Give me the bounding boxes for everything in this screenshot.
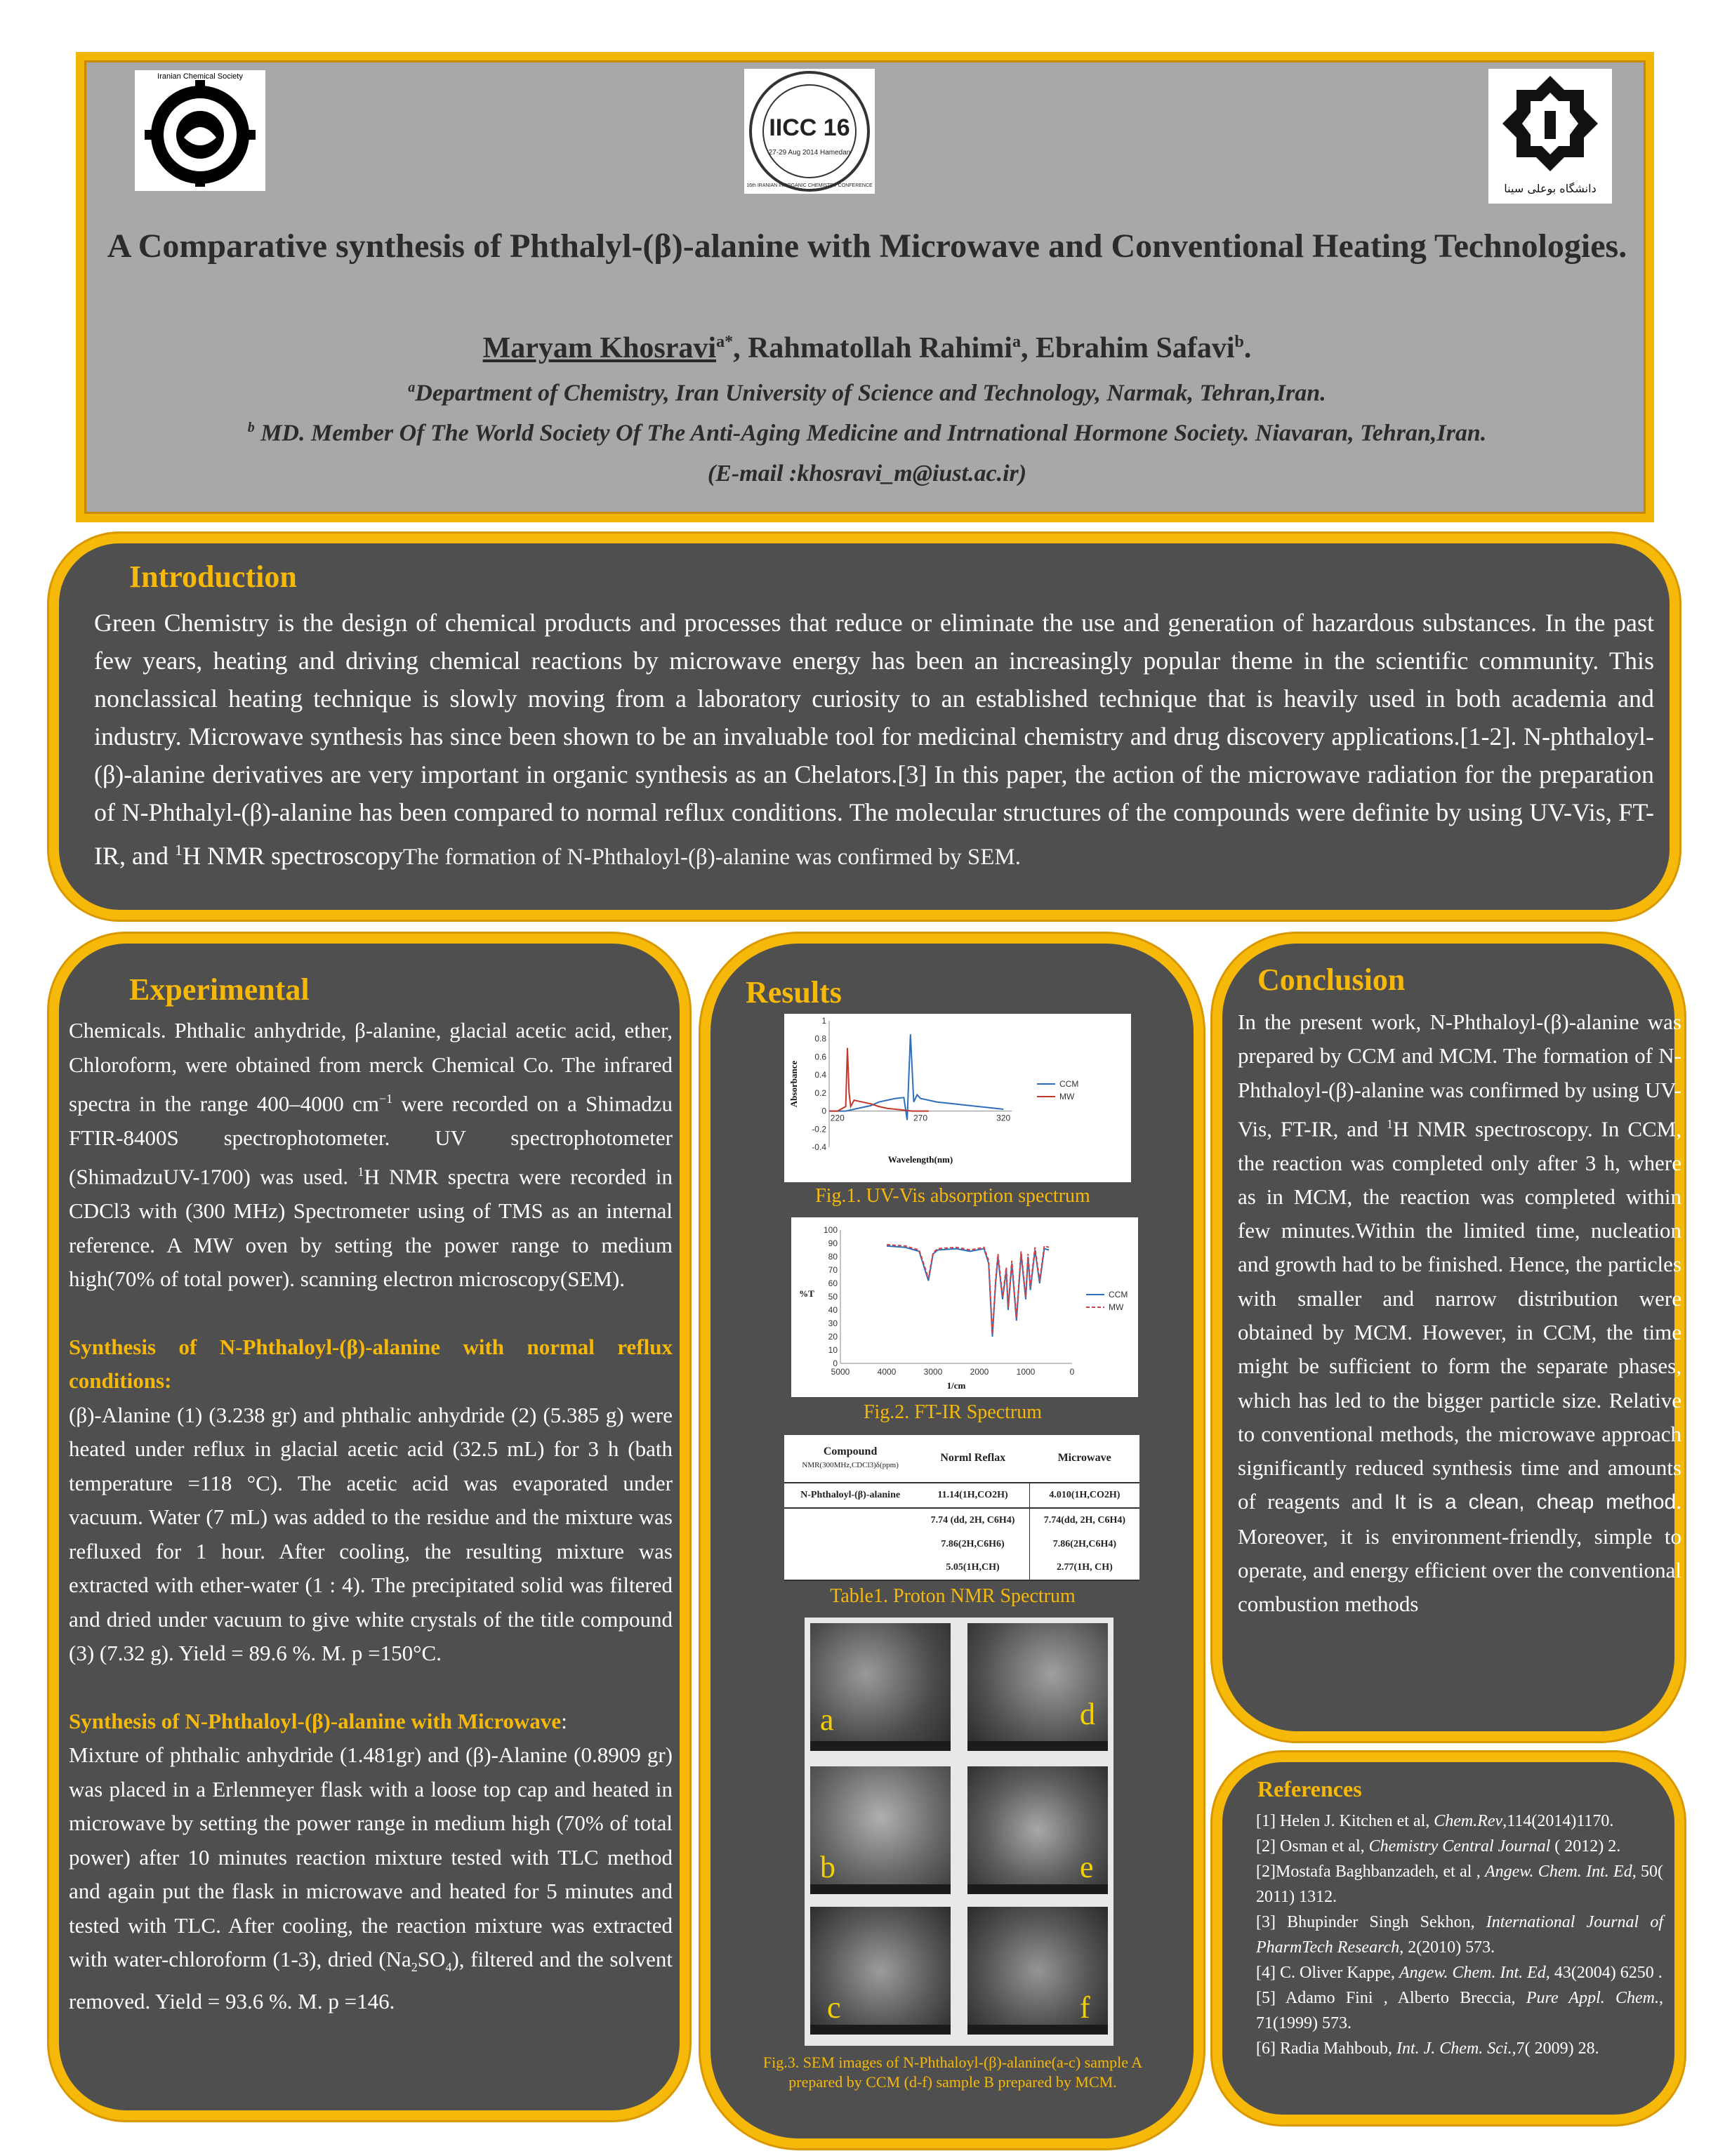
- table-cell: 7.74 (dd, 2H, C6H4): [916, 1508, 1029, 1533]
- table-cell: 5.05(1H,CH): [916, 1556, 1029, 1580]
- table-header-reflux: Norml Reflax: [916, 1435, 1029, 1483]
- introduction-text: Green Chemistry is the design of chemical products and processes that reduce or eliminate the use and generation of hazardous substances. In the past few years, heating and driving chemical reactions by microwave energy has been an increasingly popular theme in the scientific community. This nonclassical heating technique is slowly moving from a laboratory curiosity to an established technique that is heavily used in both academia and industry. Microwave synthesis has since been shown to be an invaluable tool for medicinal chemistry and drug discovery applications.[1-2]. N-phthaloyl-(β)-alanine derivatives are very important in organic synthesis as an Chelators.[3] In this paper, the action of the microwave radiation for the preparation of N-Phthalyl-(β)-alanine has been compared to normal reflux conditions. The molecular structures of the compounds were definite by using UV-Vis, FT-IR, and $^1$H NMR spectroscopyThe formation of N-Phthaloyl-(β)-alanine was confirmed by SEM.: [94, 609, 1654, 870]
- table1-caption: Table1. Proton NMR Spectrum: [830, 1585, 1076, 1607]
- author-list: Maryam Khosravi$^{a*}$, Rahmatollah Rahimi$^a$, Ebrahim Safavi$^b$.: [482, 332, 1252, 364]
- series-line-ccm: [829, 1034, 1003, 1120]
- reference-item: [2]Mostafa Baghbanzadeh, et al , Angew. Chem. Int. Ed, 50( 2011) 1312.: [1256, 1863, 1663, 1906]
- sem-image: [967, 1623, 1108, 1751]
- affiliation-a: $^a$Department of Chemistry, Iran University of Science and Technology, Narmak, Tehran,Iran.: [408, 380, 1326, 406]
- results-panel: [701, 934, 1203, 2148]
- author-name: Maryam Khosravi: [482, 332, 717, 364]
- y-tick-label: 0: [833, 1358, 838, 1368]
- nmr-table: [784, 1435, 1139, 1581]
- reference-item: [1] Helen J. Kitchen et al, Chem.Rev,114(2014)1170.: [1256, 1812, 1614, 1830]
- table-header-microwave: Microwave: [1029, 1435, 1139, 1483]
- author-sup: b: [1234, 333, 1244, 351]
- table-cell: 11.14(1H,CO2H): [916, 1483, 1029, 1508]
- fig1-caption: Fig.1. UV-Vis absorption spectrum: [815, 1185, 1090, 1207]
- sem-label: c: [827, 1990, 841, 2025]
- ftir-chart-svg: [791, 1217, 1138, 1397]
- reflux-subheading: Synthesis of N-Phthaloyl-(β)-alanine with normal reflux conditions:: [69, 1334, 673, 1394]
- series-line-mw: [887, 1245, 1049, 1334]
- author-name: Rahmatollah Rahimi: [748, 332, 1012, 364]
- x-tick-label: 270: [913, 1113, 928, 1123]
- reference-item: [3] Bhupinder Singh Sekhon, International Journal of PharmTech Research, 2(2010) 573.: [1256, 1913, 1663, 1957]
- sem-label: f: [1080, 1990, 1090, 2025]
- y-tick-label: 0.2: [814, 1087, 826, 1098]
- y-axis-label: %T: [799, 1288, 814, 1299]
- experimental-panel: [49, 934, 689, 2120]
- author-sup: a: [1012, 333, 1021, 351]
- sem-image: [810, 1907, 951, 2035]
- x-tick-label: 0: [1069, 1367, 1075, 1377]
- experimental-heading: Experimental: [129, 972, 310, 1007]
- y-tick-label: 1: [821, 1016, 826, 1026]
- results-heading: Results: [746, 975, 842, 1010]
- reference-list: [1256, 1808, 1663, 2061]
- contact-email[interactable]: (E-mail :khosravi_m@iust.ac.ir): [707, 461, 1027, 487]
- table-cell: 7.86(2H,C6H4): [1052, 1538, 1116, 1549]
- ftir-chart: [791, 1217, 1138, 1397]
- logo-right-text: دانشگاه بوعلی سینا: [1504, 182, 1597, 195]
- table-cell: N-Phthaloyl-(β)-alanine: [784, 1483, 916, 1508]
- conclusion-heading: Conclusion: [1257, 963, 1406, 997]
- y-tick-label: 0.6: [814, 1052, 826, 1062]
- iicc16-conference-logo: [744, 69, 875, 194]
- x-tick-label: 3000: [923, 1367, 943, 1377]
- y-tick-label: 0.8: [814, 1033, 826, 1044]
- logo-left-text: Iranian Chemical Society: [157, 72, 243, 81]
- sem-label: a: [820, 1702, 834, 1737]
- y-axis-label: Absorbance: [788, 1060, 799, 1108]
- experimental-text: [69, 1014, 673, 2018]
- microwave-paragraph: Synthesis of N-Phthaloyl-(β)-alanine with Microwave: Mixture of phthalic anhydride (1.481gr) and (β)-Alanine (0.8909 gr) was placed in a Erlenmeyer flask with a loose top cap and heated in microwave by setting the power range in medium high (70% of total power) after 10 minutes reaction mixture tested with TLC method and again put the flask in microwave and heated for 5 minutes and tested with TLC. After cooling, the reaction mixture was extracted with water-chloroform (1-3), dried $(Na_2SO_4)$, filtered and the solvent removed. Yield = 93.6 %. M. p =146.: [69, 1708, 673, 2013]
- reference-item: [5] Adamo Fini , Alberto Breccia, Pure Appl. Chem., 71(1999) 573.: [1256, 1989, 1663, 2032]
- uv-vis-chart: [784, 1014, 1131, 1182]
- iranian-chemical-society-logo: [135, 70, 265, 191]
- table-cell: 7.74(dd, 2H, C6H4): [1043, 1515, 1126, 1526]
- table-row: [784, 1533, 1139, 1556]
- sem-image: [967, 1907, 1108, 2035]
- y-tick-label: -0.4: [812, 1142, 826, 1152]
- reference-item: [4] C. Oliver Kappe, Angew. Chem. Int. Ed, 43(2004) 6250 .: [1256, 1964, 1663, 1982]
- y-tick-label: 90: [828, 1238, 838, 1248]
- bu-ali-sina-university-logo: [1488, 69, 1612, 204]
- legend-label: CCM: [1059, 1079, 1079, 1089]
- chemicals-paragraph: Chemicals. Phthalic anhydride, β-alanine, glacial acetic acid, ether, Chloroform, were obtained from merck Chemical Co. The infrared spectra in the range 400–4000 $cm^{-1}$ were recorded on a Shimadzu FTIR-8400S spectrophotometer. UV spectrophotometer (ShimadzuUV-1700) was used. $^1$H NMR spectra were recorded in CDCl3 with (300 MHz) Spectrometer using of TMS as an internal reference. A MW oven by setting the power range to medium high(70% of total power). scanning electron microscopy(SEM).: [69, 1018, 673, 1292]
- table-cell: 2.77(1H, CH): [1029, 1556, 1139, 1580]
- sem-image: [810, 1766, 951, 1894]
- conclusion-text: In the present work, N-Phthaloyl-(β)-alanine was prepared by CCM and MCM. The formation of N-Phthaloyl-(β)-alanine was confirmed by using UV-Vis, FT-IR, and $^1$H NMR spectroscopy. In CCM, the reaction was completed only after 3 h, where as in MCM, the reaction was completed within few minutes.Within the limited time, nucleation and growth had to be finished. Hence, the particles with smaller and narrow distribution were obtained by MCM. However, in CCM, the time might be sufficient to form the separate phases, which has led to the bigger particle size. Relative to conventional methods, the microwave approach significantly reduced synthesis time and amounts of reagents and It is a clean, cheap method. Moreover, it is environment-friendly, simple to operate, and energy efficient over the conventional combustion methods: [1238, 1010, 1681, 1617]
- x-tick-label: 320: [996, 1113, 1011, 1123]
- introduction-panel: [49, 534, 1679, 920]
- introduction-heading: Introduction: [129, 560, 297, 594]
- reference-item: [2] Osman et al, Chemistry Central Journal ( 2012) 2.: [1256, 1837, 1621, 1856]
- y-tick-label: 40: [828, 1305, 838, 1315]
- fig2-caption: Fig.2. FT-IR Spectrum: [863, 1401, 1043, 1423]
- y-tick-label: 10: [828, 1345, 838, 1355]
- x-tick-label: 5000: [831, 1367, 850, 1377]
- logo-center-title: IICC 16: [769, 114, 850, 141]
- table-row: [784, 1508, 1139, 1533]
- x-tick-label: 220: [830, 1113, 845, 1123]
- poster-title: A Comparative synthesis of Phthalyl-(β)-alanine with Microwave and Conventional Heating Technologies.: [107, 227, 1627, 265]
- x-tick-label: 2000: [970, 1367, 989, 1377]
- y-tick-label: 100: [823, 1225, 838, 1235]
- table-row: [784, 1556, 1139, 1580]
- sem-images-grid: [805, 1618, 1113, 2046]
- references-panel: [1212, 1752, 1684, 2124]
- sem-label: e: [1080, 1850, 1094, 1884]
- y-tick-label: 20: [828, 1332, 838, 1342]
- legend-label: CCM: [1109, 1290, 1128, 1299]
- author-sup: a*: [716, 333, 734, 351]
- sem-label: b: [820, 1850, 835, 1884]
- affiliation-b: $^b$ MD. Member Of The World Society Of The Anti-Aging Medicine and Intrnational Hormone Society. Niavaran, Tehran,Iran.: [247, 420, 1487, 447]
- series-line-ccm: [887, 1246, 1049, 1337]
- table-cell: 7.86(2H,C6H6): [916, 1533, 1029, 1556]
- logo-center-ring: 16th IRANIAN INORGANIC CHEMISTRY CONFERENCE: [746, 183, 873, 188]
- table-header-compound: Compound NMR(300MHz,CDCl3)δ(ppm): [784, 1435, 916, 1483]
- y-tick-label: 70: [828, 1265, 838, 1275]
- y-tick-label: 80: [828, 1252, 838, 1262]
- poster-header: [76, 52, 1654, 522]
- conclusion-panel: [1212, 934, 1684, 1741]
- y-tick-label: 30: [828, 1318, 838, 1328]
- uv-vis-chart-svg: [784, 1014, 1131, 1182]
- table-cell: 4.010(1H,CO2H): [1029, 1483, 1139, 1508]
- y-tick-label: 60: [828, 1278, 838, 1288]
- fig3-caption: Fig.3. SEM images of N-Phthaloyl-(β)-alanine(a-c) sample A prepared by CCM (d-f) sample B prepared by MCM.: [762, 2054, 1143, 2091]
- author-name: Ebrahim Safavi: [1035, 332, 1235, 364]
- table-row: [784, 1483, 1139, 1508]
- x-tick-label: 1000: [1016, 1367, 1036, 1377]
- reflux-paragraph: (β)-Alanine (1) (3.238 gr) and phthalic anhydride (2) (5.385 g) were heated under reflux in glacial acetic acid (32.5 mL) for 3 h (bath temperature =118 °C). The acetic acid was evaporated under vacuum. Water (7 mL) was added to the residue and the mixture was refluxed for 1 hour. After cooling, the resulting mixture was extracted with ether-water (1 : 4). The precipitated solid was filtered and dried under vacuum to give white crystals of the title compound (3) (7.32 g). Yield = 89.6 %. M. p =150°C.: [69, 1402, 673, 1666]
- x-axis-label: 1/cm: [946, 1380, 966, 1391]
- x-tick-label: 4000: [877, 1367, 897, 1377]
- x-axis-label: Wavelength(nm): [887, 1154, 953, 1165]
- y-tick-label: 0: [821, 1106, 826, 1116]
- y-tick-label: 50: [828, 1292, 838, 1302]
- references-heading: References: [1257, 1776, 1362, 1801]
- y-tick-label: 0.4: [814, 1070, 826, 1080]
- y-tick-label: -0.2: [812, 1124, 826, 1135]
- logo-center-date: 27-29 Aug 2014 Hamedan: [768, 149, 851, 157]
- sem-label: d: [1080, 1697, 1095, 1731]
- legend-label: MW: [1109, 1302, 1124, 1312]
- sem-image: [967, 1766, 1108, 1894]
- reference-item: [6] Radia Mahboub, Int. J. Chem. Sci.,7( 2009) 28.: [1256, 2039, 1599, 2058]
- sem-image: [810, 1623, 951, 1751]
- legend-label: MW: [1059, 1092, 1075, 1102]
